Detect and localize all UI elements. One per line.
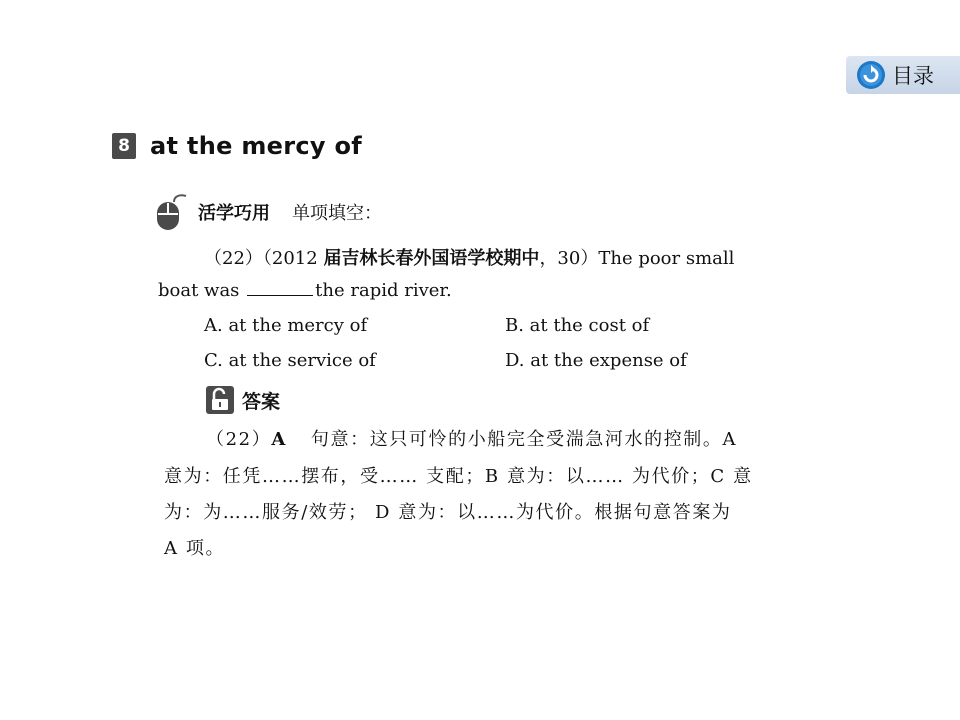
question-stem-part-a: boat was — [158, 280, 246, 301]
practice-type: 单项填空： — [292, 203, 382, 224]
section-phrase: at the mercy of — [150, 132, 362, 160]
question-number: （22） — [204, 248, 263, 269]
answer-line-3: 为：为……服务/效劳； D 意为：以……为代价。根据句意答案为 — [164, 502, 732, 523]
practice-heading — [156, 192, 382, 232]
question-line-2 — [158, 280, 452, 301]
toc-button[interactable] — [846, 56, 960, 94]
answer-line-2: 意为：任凭……摆布，受…… 支配；B 意为：以…… 为代价；C 意 — [164, 466, 753, 487]
answer-explanation-1: 句意：这只可怜的小船完全受湍急河水的控制。A — [310, 429, 738, 450]
answer-key: A — [271, 429, 287, 450]
option-c: C. at the service of — [204, 350, 376, 371]
question-stem-part-b: the rapid river. — [315, 280, 452, 301]
toc-label: 目录 — [892, 64, 934, 88]
option-d: D. at the expense of — [505, 350, 687, 371]
practice-title: 活学巧用 — [198, 203, 270, 224]
question-source-school: 届吉林长春外国语学校期中 — [323, 248, 540, 269]
answer-blank — [247, 281, 313, 296]
option-a: A. at the mercy of — [204, 315, 368, 336]
return-arrow-icon — [856, 60, 886, 90]
section-heading — [112, 132, 362, 160]
option-b: B. at the cost of — [505, 315, 650, 336]
question-source-close: ，30） — [539, 248, 599, 269]
answer-heading — [206, 386, 280, 414]
question-stem-start: The poor small — [598, 248, 735, 269]
question-line-1 — [204, 244, 734, 270]
question-source-open: （2012 — [262, 248, 324, 269]
unlock-icon — [206, 386, 234, 414]
answer-number: （22） — [206, 429, 272, 450]
answer-line-1 — [206, 425, 737, 451]
section-number-badge: 8 — [112, 133, 136, 159]
answer-title: 答案 — [242, 390, 281, 413]
mouse-icon — [156, 192, 190, 232]
answer-line-4: A 项。 — [164, 538, 226, 559]
